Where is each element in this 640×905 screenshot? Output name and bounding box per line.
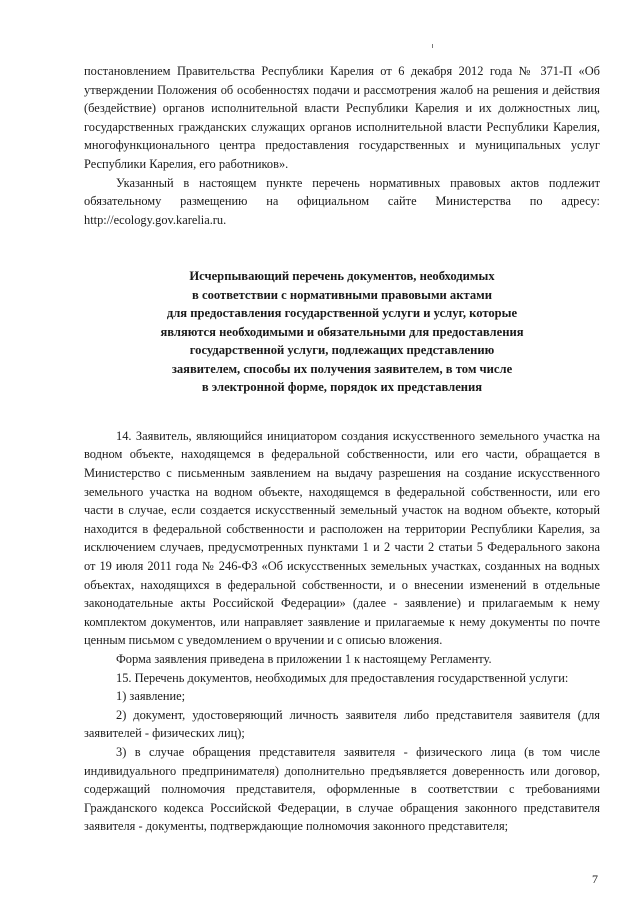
page-number: 7: [592, 872, 598, 886]
scan-speck: [432, 44, 433, 48]
list-item-3: 3) в случае обращения представителя заявителя - физического лица (в том числе индивидуального предпринимателя) дополнительно предъявляется доверенность или договор, содержащий полномочия представителя, оформленные в соответствии с требованиями Гражданского кодекса Российской Федерации, в случае обращения законного представителя заявителя - документы, подтверждающие полномочия законного представителя;: [84, 744, 600, 834]
paragraph-15: 15. Перечень документов, необходимых для предоставления государственной услуги:: [116, 670, 569, 685]
intro-paragraph-2: Указанный в настоящем пункте перечень нормативных правовых актов подлежит обязательному размещению на официальном сайте Министерства по адресу: http://ecology.gov.karelia.ru.: [84, 175, 600, 227]
document-body: [84, 62, 600, 836]
heading-line: в электронной форме, порядок их представления: [201, 380, 483, 395]
list-item-2: 2) документ, удостоверяющий личность заявителя либо представителя заявителя (для заявителей - физических лиц);: [84, 707, 600, 741]
heading-line: являются необходимыми и обязательными для предоставления: [160, 324, 524, 339]
heading-line: государственной услуги, подлежащих представлению: [189, 343, 495, 358]
heading-line: для предоставления государственной услуги и услуг, которые: [166, 306, 518, 321]
form-reference-paragraph: Форма заявления приведена в приложении 1 к настоящему Регламенту.: [116, 651, 492, 666]
heading-line: в соответствии с нормативными правовыми актами: [192, 287, 492, 302]
list-item-1: 1) заявление;: [116, 689, 186, 704]
heading-line: заявителем, способы их получения заявителем, в том числе: [171, 361, 513, 376]
paragraph-14: 14. Заявитель, являющийся инициатором создания искусственного земельного участка на водном объекте, находящемся в федеральной собственности, или его части, обращается в Министерство с письменным заявлением на выдачу разрешения на создание искусственного земельного участка на водном объекте, находящемся в федеральной собственности, или его части в случае, если создается искусственный земельный участок на водном объекте, который находится в федеральной собственности и расположен на территории Республики Карелия, за исключением случаев, предусмотренных пунктами 1 и 2 части 2 статьи 5 Федерального закона от 19 июля 2011 года № 246-ФЗ «Об искусственных земельных участках, созданных на водных объектах, находящихся в федеральной собственности, и о внесении изменений в отдельные законодательные акты Российской Федерации» (далее - заявление) и прилагаемым к нему комплектом документов, или направляет заявление и прилагаемые к нему документы по почте ценным письмом с уведомлением о вручении и с описью вложения.: [84, 428, 600, 648]
section-heading: [84, 267, 600, 397]
intro-paragraph-1: постановлением Правительства Республики Карелия от 6 декабря 2012 года № 371-П «Об утверждении Положения об особенностях подачи и рассмотрения жалоб на решения и действия (бездействие) органов исполнительной власти Республики Карелия и их должностных лиц, государственных гражданских служащих органов исполнительной власти Республики Карелия, многофункционального центра предоставления государственных и муниципальных услуг Республики Карелия, его работников».: [84, 64, 600, 171]
heading-line: Исчерпывающий перечень документов, необходимых: [189, 269, 495, 284]
